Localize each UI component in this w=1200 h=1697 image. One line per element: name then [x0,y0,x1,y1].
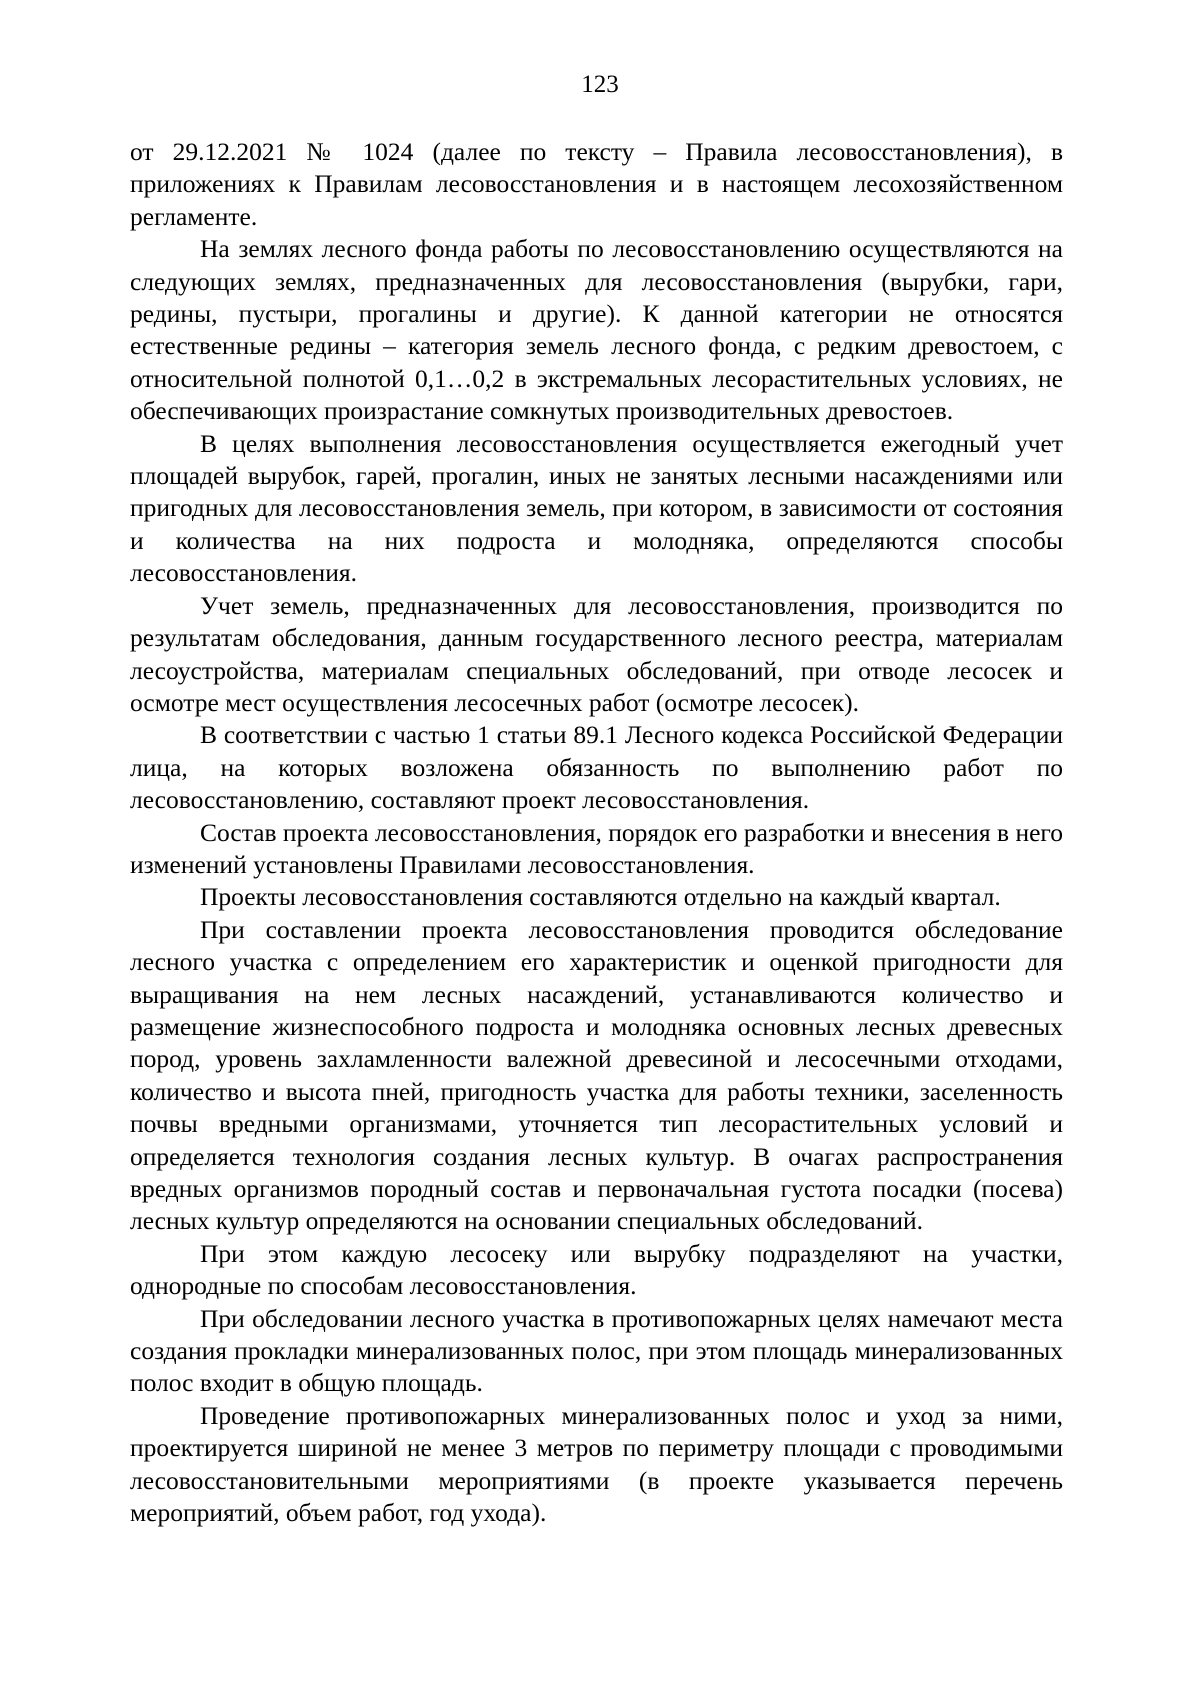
paragraph-land-accounting: Учет земель, предназначенных для лесовосстановления, производится по результатам обследования, данным государственного лесного реестра, материалам лесоустройства, материалам специальных обследований, при отводе лесосек и осмотре мест осуществления лесосечных работ (осмотре лесосек). [130,590,1063,717]
paragraph-annual-accounting: В целях выполнения лесовосстановления осуществляется ежегодный учет площадей вырубок, гарей, прогалин, иных не занятых лесными насаждениями или пригодных для лесовосстановления земель, при котором, в зависимости от состояния и количества на них подроста и молодняка, определяются способы лесовосстановления. [130,428,1063,588]
paragraph-firebreak-strips: Проведение противопожарных минерализованных полос и уход за ними, проектируется шириной не менее 3 метров по периметру площади с проводимыми лесовосстановительными мероприятиями (в проекте указывается перечень мероприятий, объем работ, год ухода). [130,1400,1063,1528]
paragraph-forest-fund-lands: На землях лесного фонда работы по лесовосстановлению осуществляются на следующих землях, предназначенных для лесовосстановления (вырубки, гари, редины, пустыри, прогалины и другие). К данной категории не относятся естественные редины – категория земель лесного фонда, с редким древостоем, с относительной полнотой 0,1…0,2 в экстремальных лесорастительных условиях, не обеспечивающих произрастание сомкнутых производительных древостоев. [130,234,1063,426]
paragraph-plot-division: При этом каждую лесосеку или вырубку подразделяют на участки, однородные по способам лесовосстановления. [130,1238,1063,1301]
paragraph-forest-code: В соответствии с частью 1 статьи 89.1 Лесного кодекса Российской Федерации лица, на которых возложена обязанность по выполнению работ по лесовосстановлению, составляют проект лесовосстановления. [130,720,1063,815]
paragraph-per-quarter: Проекты лесовосстановления составляются отдельно на каждый квартал. [200,882,1001,912]
page-number: 123 [581,71,619,98]
paragraph-fire-survey: При обследовании лесного участка в противопожарных целях намечают места создания прокладки минерализованных полос, при этом площадь минерализованных полос входит в общую площадь. [130,1303,1063,1398]
paragraph-site-survey: При составлении проекта лесовосстановления проводится обследование лесного участка с определением его характеристик и оценкой пригодности для выращивания на нем лесных насаждений, устанавливаются количество и размещение жизнеспособного подроста и молодняка основных лесных древесных пород, уровень захламленности валежной древесиной и лесосечными отходами, количество и высота пней, пригодность участка для работы техники, заселенность почвы вредными организмами, уточняется тип лесорастительных условий и определяется технология создания лесных культур. В очагах распространения вредных организмов породный состав и первоначальная густота посадки (посева) лесных культур определяются на основании специальных обследований. [130,914,1063,1236]
paragraph-continuation: от 29.12.2021 № 1024 (далее по тексту – Правила лесовосстановления), в приложениях к Правилам лесовосстановления и в настоящем лесохозяйственном регламенте. [130,137,1063,231]
document-body [130,136,1063,1529]
paragraph-project-composition: Состав проекта лесовосстановления, порядок его разработки и внесения в него изменений установлены Правилами лесовосстановления. [130,817,1063,879]
